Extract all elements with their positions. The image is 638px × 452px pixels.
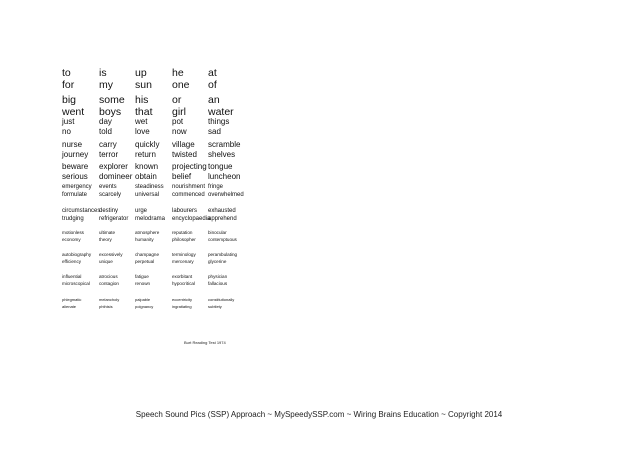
word-cell: labourers (172, 208, 198, 214)
word-cell: is (99, 67, 107, 79)
word-cell: theory (99, 237, 112, 242)
word-group (62, 67, 268, 91)
word-cell: champagne (135, 252, 160, 257)
word-cell: to (62, 67, 71, 79)
word-cell: melancholy (99, 297, 120, 302)
word-group (62, 140, 268, 160)
word-cell: serious (62, 172, 88, 181)
word-cell: perpetual (135, 259, 155, 264)
word-cell: day (99, 117, 112, 126)
word-cell: destiny (99, 208, 119, 214)
word-cell: fatigue (135, 274, 149, 279)
word-cell: poignancy (135, 303, 154, 309)
word-row (62, 207, 268, 215)
word-cell: humanity (135, 237, 154, 242)
test-name: Burt Reading Test 1974 (184, 340, 226, 345)
word-row (62, 127, 268, 137)
word-cell: economy (62, 237, 81, 242)
word-cell: domineer (99, 172, 133, 181)
word-group (62, 297, 268, 310)
word-cell: excessively (99, 252, 123, 257)
word-cell: events (99, 184, 117, 190)
word-cell: hypocritical (172, 281, 195, 286)
word-cell: ingratiating (172, 303, 192, 309)
word-cell: went (62, 106, 85, 118)
word-row (62, 172, 268, 182)
word-cell: that (135, 106, 153, 118)
word-cell: nourishment (172, 184, 206, 190)
word-row (62, 94, 268, 106)
word-cell: microscopical (62, 281, 90, 286)
footer-credit: Speech Sound Pics (SSP) Approach ~ MySpeedySSP.com ~ Wiring Brains Education ~ Copyright 2014 (135, 410, 503, 419)
word-cell: constitutionally (208, 297, 235, 302)
word-cell: fringe (208, 184, 224, 190)
word-cell: renown (135, 281, 151, 286)
word-cell: efficiency (62, 259, 82, 264)
word-cell: alienate (62, 303, 77, 309)
word-cell: philosopher (172, 237, 196, 242)
word-row (62, 67, 268, 79)
word-cell: for (62, 79, 75, 91)
word-cell: pot (172, 117, 184, 126)
word-cell: apprehend (208, 216, 237, 222)
word-cell: terminology (172, 252, 196, 257)
word-cell: phthisis (99, 303, 113, 309)
word-cell: explorer (99, 162, 128, 171)
word-row (62, 140, 268, 150)
word-cell: commenced (172, 192, 205, 198)
word-cell: encyclopaedia (172, 216, 211, 222)
word-cell: binocular (208, 230, 227, 235)
word-cell: carry (99, 140, 117, 149)
word-cell: journey (62, 150, 89, 159)
word-cell: palpable (135, 297, 151, 302)
word-cell: shelves (208, 150, 236, 159)
word-cell: emergency (62, 184, 92, 190)
word-group (62, 207, 268, 223)
word-cell: trudging (62, 216, 84, 222)
word-row (62, 117, 268, 127)
word-cell: no (62, 127, 71, 136)
word-row (62, 280, 268, 287)
word-cell: terror (99, 150, 119, 159)
word-cell: an (208, 94, 220, 106)
word-cell: overwhelmed (208, 192, 244, 198)
word-cell: he (172, 67, 184, 79)
word-cell: my (99, 79, 113, 91)
word-cell: boys (99, 106, 122, 118)
word-cell: girl (172, 106, 187, 118)
word-cell: projecting (172, 162, 207, 171)
word-cell: exorbitant (172, 274, 193, 279)
word-cell: tongue (208, 162, 233, 171)
word-row (62, 273, 268, 280)
word-cell: sun (135, 79, 152, 91)
word-cell: subtlety (208, 303, 222, 309)
word-cell: influential (62, 274, 82, 279)
word-cell: things (208, 117, 230, 126)
word-cell: luncheon (208, 172, 241, 181)
word-cell: glycerine (208, 259, 227, 264)
word-cell: autobiography (62, 252, 92, 257)
word-cell: urge (135, 208, 148, 214)
word-cell: circumstances (62, 208, 101, 214)
word-cell: mercenary (172, 259, 194, 264)
word-cell: or (172, 94, 182, 106)
word-cell: formulate (62, 192, 88, 198)
word-cell: atrocious (99, 274, 118, 279)
word-cell: phlegmatic (62, 297, 82, 302)
word-row (62, 150, 268, 160)
word-group (62, 229, 268, 243)
word-cell: reputation (172, 230, 193, 235)
word-group (62, 162, 268, 182)
word-cell: universal (135, 192, 160, 198)
word-cell: return (135, 150, 156, 159)
word-group (62, 94, 268, 118)
word-cell: wet (135, 117, 148, 126)
word-cell: told (99, 127, 112, 136)
word-row (62, 258, 268, 265)
word-cell: contemptuous (208, 237, 237, 242)
word-cell: known (135, 162, 159, 171)
word-row (62, 183, 268, 191)
word-cell: ultimate (99, 230, 116, 235)
word-row (62, 79, 268, 91)
word-cell: motionless (62, 230, 84, 235)
word-cell: atmosphere (135, 230, 160, 235)
word-cell: steadiness (135, 184, 164, 190)
word-group (62, 273, 268, 287)
word-cell: scramble (208, 140, 241, 149)
word-row (62, 304, 268, 311)
word-cell: big (62, 94, 77, 106)
word-group (62, 183, 268, 199)
word-cell: unique (99, 259, 113, 264)
word-row (62, 215, 268, 223)
word-cell: belief (172, 172, 192, 181)
word-row (62, 236, 268, 243)
word-cell: at (208, 67, 217, 79)
word-cell: of (208, 79, 217, 91)
word-cell: contagion (99, 281, 119, 286)
word-cell: refrigerator (99, 216, 129, 222)
word-cell: twisted (172, 150, 197, 159)
word-cell: love (135, 127, 150, 136)
word-cell: one (172, 79, 190, 91)
word-cell: obtain (135, 172, 157, 181)
word-group (62, 251, 268, 265)
word-cell: exhausted (208, 208, 236, 214)
word-row (62, 229, 268, 236)
word-cell: up (135, 67, 147, 79)
word-cell: nurse (62, 140, 83, 149)
word-row (62, 251, 268, 258)
word-cell: beware (62, 162, 89, 171)
word-cell: eccentricity (172, 297, 193, 302)
word-row (62, 191, 268, 199)
word-cell: some (99, 94, 125, 106)
word-cell: melodrama (135, 216, 166, 222)
word-cell: physician (208, 274, 228, 279)
word-cell: village (172, 140, 195, 149)
word-cell: sad (208, 127, 221, 136)
word-cell: fallacious (208, 281, 228, 286)
word-cell: perambulating (208, 252, 238, 257)
word-row (62, 162, 268, 172)
word-cell: his (135, 94, 149, 106)
word-cell: now (172, 127, 187, 136)
word-group (62, 117, 268, 137)
word-cell: scarcely (99, 192, 122, 198)
word-cell: water (208, 106, 234, 118)
word-cell: quickly (135, 140, 160, 149)
word-cell: just (62, 117, 75, 126)
